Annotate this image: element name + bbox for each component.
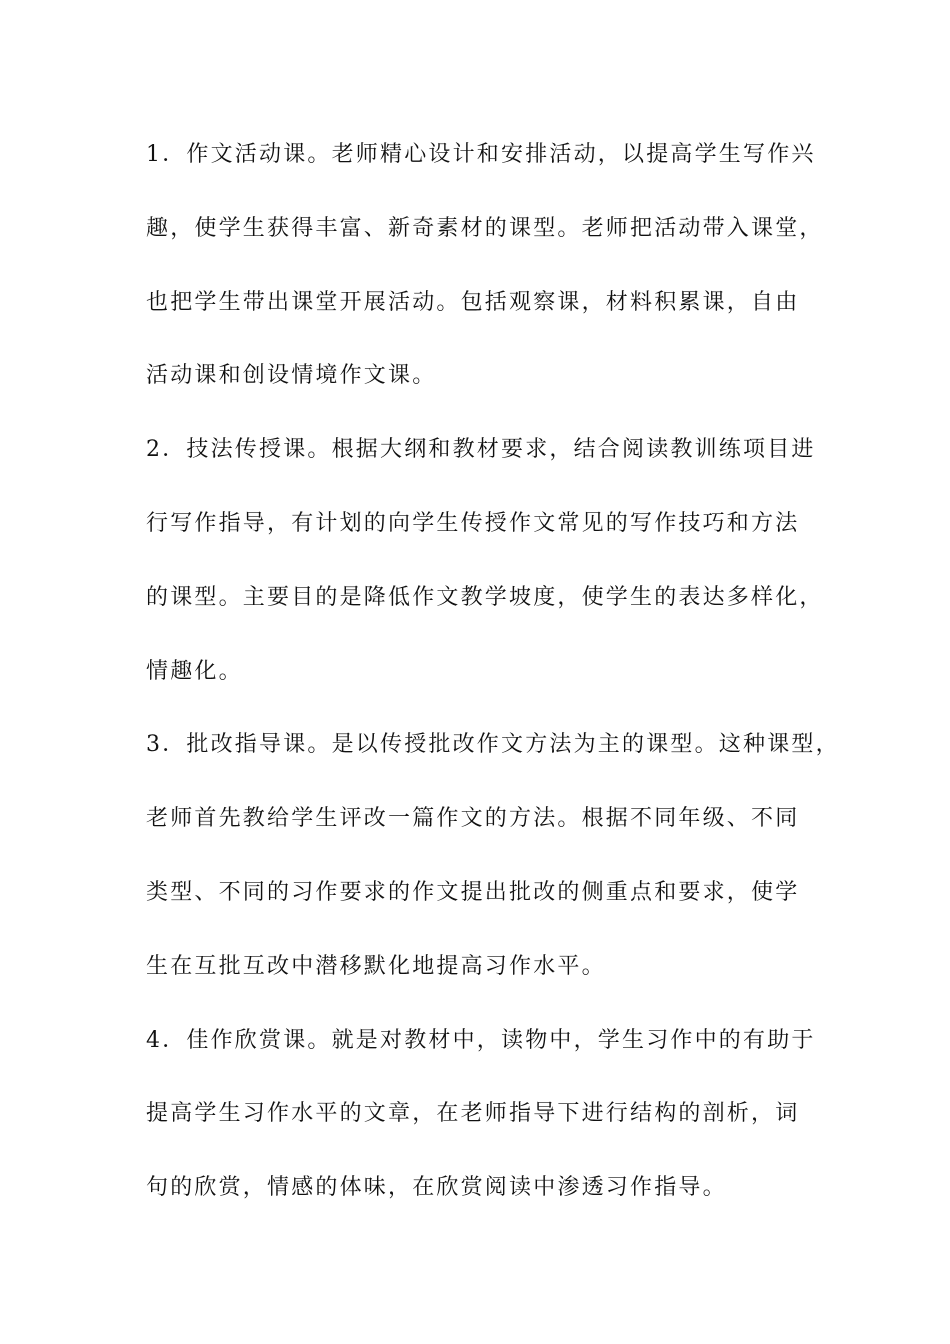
text-line-5: 2．技法传授课。根据大纲和教材要求，结合阅读教训练项目进: [146, 437, 816, 463]
text-line-6: 行写作指导，有计划的向学生传授作文常见的写作技巧和方法: [146, 510, 800, 536]
document-body: [146, 118, 840, 1225]
text-line-2: 趣，使学生获得丰富、新奇素材的课型。老师把活动带入课堂，: [146, 215, 824, 241]
text-line-12: 生在互批互改中潜移默化地提高习作水平。: [146, 953, 606, 979]
text-line-13: 4．佳作欣赏课。就是对教材中，读物中，学生习作中的有助于: [146, 1027, 816, 1053]
text-line-4: 活动课和创设情境作文课。: [146, 363, 437, 389]
text-line-3: 也把学生带出课堂开展活动。包括观察课，材料积累课，自由: [146, 289, 800, 315]
text-line-14: 提高学生习作水平的文章，在老师指导下进行结构的剖析，词: [146, 1101, 800, 1127]
text-line-10: 老师首先教给学生评改一篇作文的方法。根据不同年级、不同: [146, 806, 800, 832]
text-line-7: 的课型。主要目的是降低作文教学坡度，使学生的表达多样化，: [146, 584, 824, 610]
text-line-8: 情趣化。: [146, 658, 243, 684]
text-line-1: 1．作文活动课。老师精心设计和安排活动，以提高学生写作兴: [146, 142, 816, 167]
text-line-9: 3．批改指导课。是以传授批改作文方法为主的课型。这种课型，: [146, 732, 840, 758]
text-line-11: 类型、不同的习作要求的作文提出批改的侧重点和要求，使学: [146, 879, 800, 905]
text-line-15: 句的欣赏，情感的体味，在欣赏阅读中渗透习作指导。: [146, 1175, 727, 1201]
